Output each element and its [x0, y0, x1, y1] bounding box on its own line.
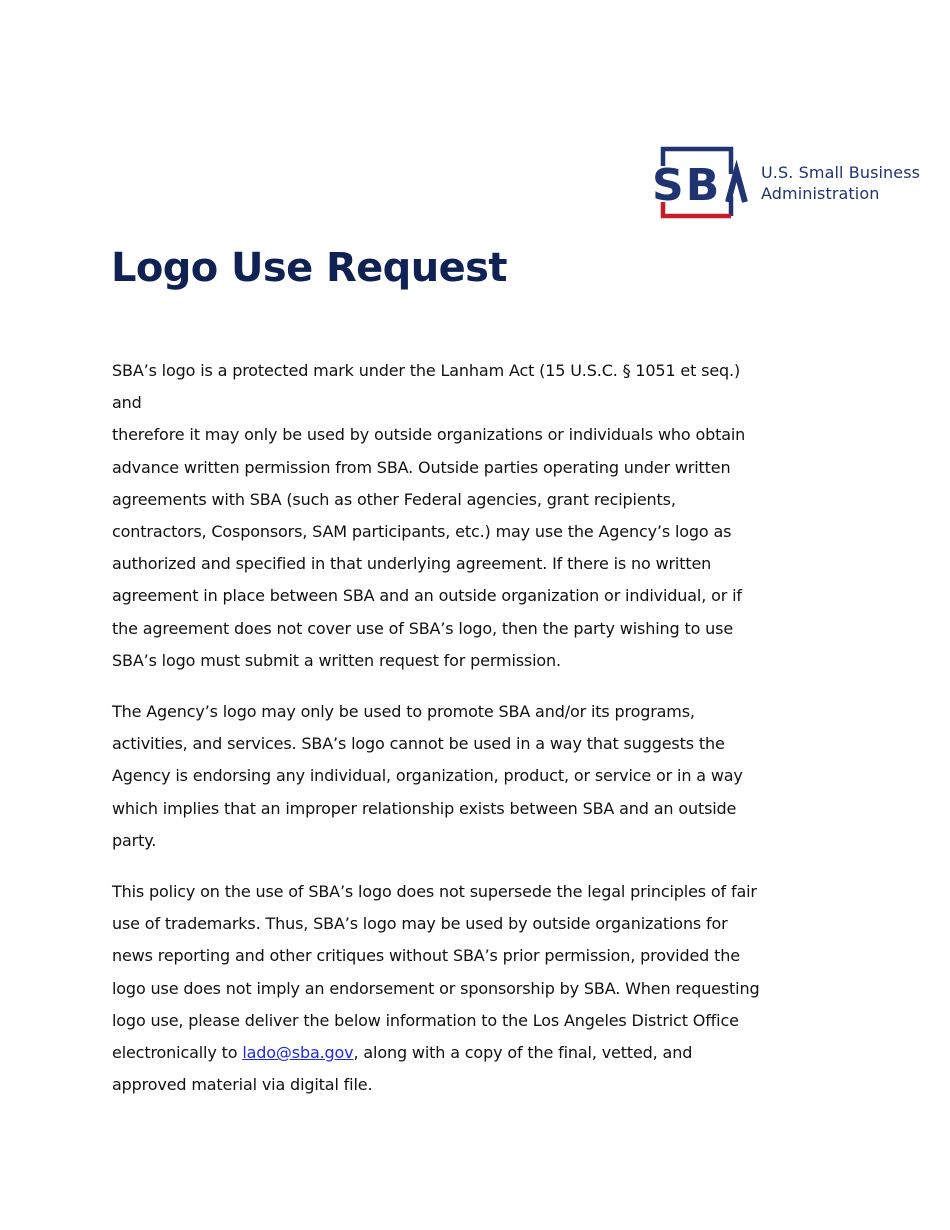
document-body: [112, 355, 772, 1120]
paragraph-fair-use-tail: , along with a copy of the final, vetted, and approved material via digital file.: [112, 1043, 693, 1095]
page-title: Logo Use Request: [111, 245, 507, 291]
paragraph-fair-use: [112, 876, 772, 1101]
sba-logo-mark: [652, 146, 748, 220]
paragraph-promotion-limits: The Agency’s logo may only be used to promote SBA and/or its programs, activities, and services. SBA’s logo cannot be used in a way that suggests the Agency is endorsing any individual, organization, product, or service or in a way which implies that an improper relationship exists between SBA and an outside party.: [112, 702, 743, 850]
sba-logo-letters: SB: [652, 160, 722, 211]
sba-org-name-line1: U.S. Small Business: [761, 163, 921, 182]
sba-org-name-line2: Administration: [761, 184, 880, 203]
sba-logo: [652, 146, 922, 222]
paragraph-lanham-act: SBA’s logo is a protected mark under the Lanham Act (15 U.S.C. § 1051 et seq.) and therefore it may only be used by outside organizations or individuals who obtain advance written permission from SBA. Outside parties operating under written agreements with SBA (such as other Federal agencies, grant recipients, contractors, Cosponsors, SAM participants, etc.) may use the Agency’s logo as authorized and specified in that underlying agreement. If there is no written agreement in place between SBA and an outside organization or individual, or if the agreement does not cover use of SBA’s logo, then the party wishing to use SBA’s logo must submit a written request for permission.: [112, 361, 746, 670]
sba-org-name: [761, 162, 920, 204]
email-link[interactable]: lado@sba.gov: [242, 1043, 354, 1063]
paragraph-fair-use-text: This policy on the use of SBA’s logo does not supersede the legal principles of fair use of trademarks. Thus, SBA’s logo may be used by outside organizations for news reporting and other critiques without SBA’s prior permission, provided the logo use does not imply an endorsement or sponsorship by SBA. When requesting logo use, please deliver the below information to the Los Angeles District Office electronically to: [112, 882, 760, 1063]
